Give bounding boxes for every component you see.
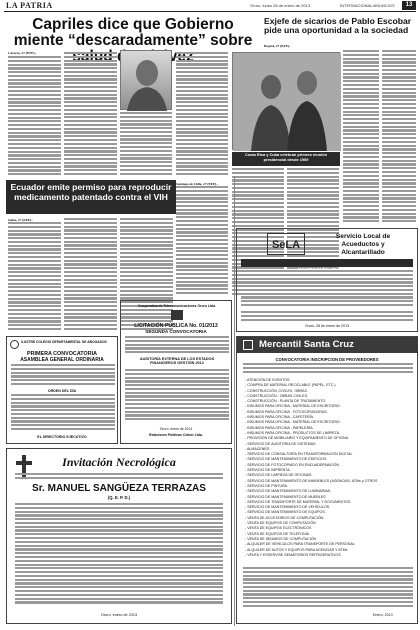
colegio-title2: ASAMBLEA GENERAL ORDINARIA [20, 357, 104, 363]
service-item: - VENTA Y ESSERVISE SEMÁFORIOS REFRIGERATIVOS [245, 552, 341, 557]
telecom-logo [171, 310, 183, 320]
service-item: - VENTA DE EQUIPOS ELECTRÓNICOS [245, 526, 312, 531]
service-item: - ALMACENES [245, 446, 270, 451]
costa-rica-photo [232, 52, 340, 150]
service-item: - SERVICIO DE MANTENIMIENTO DE VEHÍCULOS. [245, 505, 331, 510]
obituary-intro [15, 473, 223, 483]
service-item: - SERVICIO DE IMPRENTA. [245, 468, 291, 473]
page-header [0, 0, 420, 12]
obituary-name: Sr. MANUEL SANGÜEZA TERRAZAS [32, 483, 206, 494]
sela-title2: Acueductos y [341, 241, 385, 248]
service-item: - SERVICIO DE MANTENIMIENTO DE LUMINARIAS. [245, 489, 332, 494]
service-item: - VENTA DE EQUIPOS DE TELEFONÍA [245, 531, 309, 536]
service-item: - SERVICIO DE MANTENIMIENTO DE MUEBLES. [245, 494, 327, 499]
obituary-title: Invitación Necrológica [62, 455, 176, 469]
colegio-body-1 [11, 364, 115, 388]
service-item: - INSUMOS PARA OFICINA - MATERIAL DE ESCRITORIO. [245, 420, 341, 425]
sela-notice [236, 228, 418, 332]
sela-banner [241, 259, 413, 267]
telecom-body-2 [125, 369, 229, 423]
service-item: - CONSTRUCCIÓN, CIVILES, OBRAS. [245, 388, 308, 393]
sela-brand: SeLA [271, 239, 301, 251]
service-item: - INSUMOS PARA OFICINA - FOTOCOPIADORAS. [245, 409, 328, 414]
chile-col [176, 186, 228, 298]
vih-headline: Ecuador emite permiso para reproducir medicamento patentado contra el VIH [10, 182, 172, 202]
portrait-icon [121, 51, 173, 111]
service-item: - ATENCIÓN DE EVENTOS. [245, 378, 291, 382]
colegio-firma: EL DIRECTORIO EJECUTIVO [37, 435, 87, 439]
colegio-body-2 [11, 394, 115, 432]
main-article-col-3 [120, 112, 172, 178]
telecom-notice [120, 300, 232, 444]
mercantil-logo-icon [243, 340, 253, 350]
obituary-notice [6, 448, 232, 624]
service-item: - COMPRA DE MATERIAL RECICLABLE (PAPEL, ETC.) [245, 383, 336, 388]
service-item: - SERVICIO DE CONSULTORÍA EN TRANSFORMACIÓN DIGITAL [245, 452, 353, 457]
colegio-orden: ORDEN DEL DÍA [47, 389, 77, 393]
telecom-title1: LICITACIÓN PÚBLICA No. 01/2013 [134, 323, 218, 329]
mercantil-notice [236, 336, 418, 624]
mercantil-intro [243, 363, 413, 377]
sela-body-1 [241, 270, 413, 308]
side-article-col-a [343, 50, 379, 226]
obituary-body [15, 503, 223, 611]
page-number: 13 [405, 2, 413, 8]
telecom-signer: Relaciones Públicas Coteor Ltda. [149, 433, 203, 437]
mercantil-title: CONVOCATORIA INSCRIPCION DE PROVEEDORES [275, 357, 379, 362]
service-item: - CONSTRUCCIÓN - OBRAS CIVILES. [245, 393, 309, 398]
service-item: - VENTA DE ACCESORIOS DE COMPUTACIÓN. [245, 515, 325, 520]
header-rule [4, 11, 416, 12]
telecom-title2: SEGUNDA CONVOCATORIA [145, 329, 207, 334]
main-headline: Capriles dice que Gobierno miente “descaradamente” sobre [13, 16, 253, 49]
colegio-notice [6, 336, 118, 444]
service-item: - VENTA DE EQUIPOS DE COMPUTACIÓN [245, 521, 316, 526]
costa-rica-caption-text: Costa Rica y Cuba celebran primera reunión presidencial desde 1959 [245, 152, 327, 162]
telecom-body-1 [125, 336, 229, 356]
service-item: - ALQUILER DE VEHÍCULOS PARA TRANSPORTE DE PERSONAL [245, 542, 355, 547]
costa-rica-caption [232, 152, 340, 166]
mercantil-brand: Mercantil Santa Cruz [259, 339, 354, 350]
telecom-place: Oruro, enero de 2013 [159, 427, 193, 431]
service-item: - SERVICIO DE PINTURA. [245, 483, 289, 488]
mercantil-header [237, 337, 418, 353]
mercantil-services-list [245, 378, 415, 564]
colegio-title1: PRIMERA CONVOCATORIA [27, 351, 97, 357]
sela-place: Oruro, 28 de enero de 2013 [304, 324, 350, 328]
people-photo-icon [233, 53, 341, 151]
sela-logo [267, 233, 305, 255]
service-item: - ALQUILER DE AUTOS Y EQUIPOS PARA AGENCIAS Y ATMs [245, 547, 348, 552]
service-item: - SERVICIO DE AUDITORIA DE SISTEMAS [245, 441, 316, 446]
mercantil-date: Enero, 2013 [373, 613, 393, 617]
service-item: - CONSTRUCCIÓN - PLANTA DE TRATAMIENTO [245, 399, 326, 404]
service-item: - SERVICIO DE MANTENIMIENTO DE EDIFICIOS [245, 457, 327, 462]
service-item: - SERVICIO DE TRANSPORTE DE MATERIAL Y DOCUMENTOS [245, 499, 351, 504]
mercantil-requirements [243, 567, 413, 609]
sela-title1: Servicio Local de [335, 233, 391, 240]
service-item: - INSUMOS PARA OFICINA - MATERIAL DE ESCRITORIO. [245, 404, 341, 409]
main-dateline: Caracas, 27 (EFE).- [8, 51, 37, 55]
sela-body-2 [241, 311, 413, 323]
service-item: - PROVISIÓN DE MOBILIARIO Y EQUIPAMIENTO DE OFICINA [245, 436, 349, 441]
colegio-org: ILUSTRE COLEGIO DEPARTAMENTAL DE ABOGADOS [21, 340, 107, 344]
vih-col-2 [64, 218, 117, 332]
paper-logo: LA PATRIA [6, 1, 53, 10]
service-item: - VENTA DE INSUMOS DE COMPUTACIÓN [245, 536, 317, 541]
edition-date: Oruro, lunes 28 de enero de 2013 [250, 3, 311, 8]
side-dateline: Bogotá, 27 (EFE).- [264, 44, 291, 48]
vih-dateline: Quito, 27 (EFE).- [8, 218, 34, 222]
vih-col-1 [8, 222, 61, 332]
main-article-col-2 [64, 52, 117, 178]
service-item: - INSUMOS PARA OFICINA - PAPELERÍA. [245, 425, 314, 430]
column-divider [234, 176, 235, 626]
obituary-subtitle: (Q. E. P. D.) [107, 495, 131, 500]
obituary-place: Oruro, enero de 2013 [100, 613, 138, 617]
service-item: - SERVICIO DE LIMPIEZA DE OFICINAS. [245, 473, 313, 478]
side-article-col-b [382, 50, 416, 226]
service-item: - INSUMOS PARA OFICINA - PRODUCTOS DE LIMPIEZA. [245, 430, 341, 435]
sela-title3: Alcantarillado [341, 249, 385, 256]
telecom-subtitle: AUDITORÍA EXTERNA DE LOS ESTADOS FINANCIEROS GESTIÓN 2012 [139, 357, 215, 366]
service-item: - INSUMOS PARA OFICINA - CAFETERÍA. [245, 415, 315, 420]
main-article-col-1 [8, 56, 61, 178]
service-item: - SERVICIO DE FOTOCOPIADO EN ENCUADERNACIÓN. [245, 462, 340, 467]
page-number-badge [402, 1, 416, 10]
costa-rica-dateline: Santiago de Chile, 27 (EFE).- [176, 182, 219, 186]
telecom-org: Cooperativa de Telecomunicaciones Oruro Ltda. [138, 304, 216, 308]
colegio-logo [10, 340, 19, 349]
service-item: - SERVICIO DE MANTENIMIENTO DE INMUEBLES (AGENCIAS, ATMs y OTROS [245, 478, 378, 483]
section-name: INTERNACIONAL/ANUNCIOS [340, 3, 395, 8]
side-headline: Exjefe de sicarios de Pablo Escobar pide una oportunidad a la sociedad [264, 16, 412, 36]
service-item: - SERVICIO DE MANTENIMIENTO DE EQUIPOS. [245, 510, 326, 515]
main-article-col-4 [176, 52, 228, 178]
chavez-photo [120, 50, 172, 110]
